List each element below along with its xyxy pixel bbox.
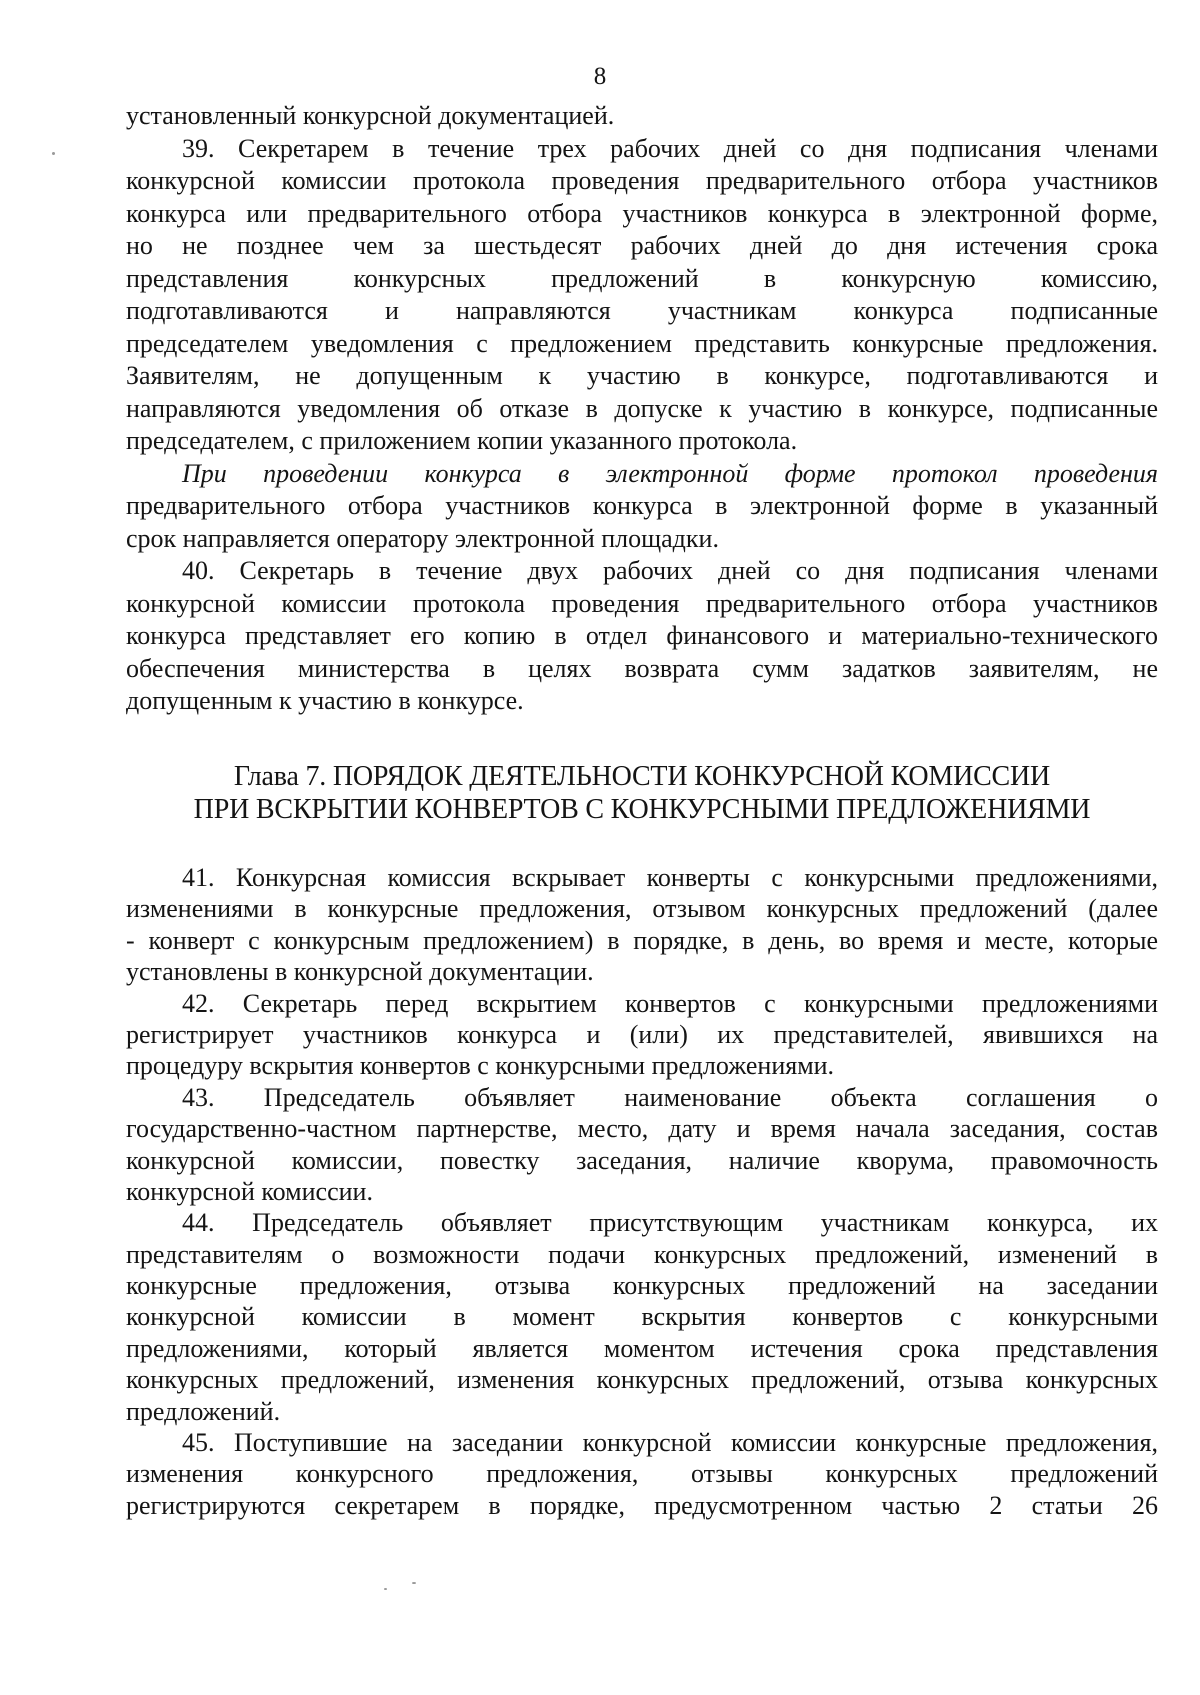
text-line: регистрирует участников конкурса и (или) их представителей, явившихся на bbox=[126, 1019, 1158, 1049]
text-line: председателем, с приложением копии указанного протокола. bbox=[126, 426, 798, 455]
text-line: представления конкурсных предложений в конкурсную комиссию, bbox=[126, 263, 1158, 293]
text-line: 44. Председатель объявляет присутствующим участникам конкурса, их bbox=[182, 1208, 1158, 1238]
text-line: допущенным к участию в конкурсе. bbox=[126, 686, 524, 715]
text-line: срок направляется оператору электронной площадки. bbox=[126, 523, 719, 553]
text-line: конкурсной комиссии, повестку заседания, наличие кворума, правомочность bbox=[126, 1145, 1158, 1175]
text-line: конкурсной комиссии протокола проведения предварительного отбора участников bbox=[126, 588, 1158, 618]
text-line: изменения конкурсного предложения, отзывы конкурсных предложений bbox=[126, 1459, 1158, 1489]
text-line: предложениями, который является моментом истечения срока представления bbox=[126, 1333, 1158, 1363]
text-line: 45. Поступившие на заседании конкурсной комиссии конкурсные предложения, bbox=[182, 1428, 1158, 1458]
text-line: установлены в конкурсной документации. bbox=[126, 957, 594, 987]
text-line: изменениями в конкурсные предложения, отзывом конкурсных предложений (далее bbox=[126, 894, 1158, 924]
text-line: конкурса представляет его копию в отдел финансового и материально-технического bbox=[126, 621, 1158, 650]
text-line: предварительного отбора участников конкурса в электронной форме в указанный bbox=[126, 491, 1158, 520]
page-number: 8 bbox=[593, 63, 607, 90]
text-block-top bbox=[126, 100, 1158, 718]
text-line: 42. Секретарь перед вскрытием конвертов с конкурсными предложениями bbox=[182, 988, 1158, 1018]
text-line: подготавливаются и направляются участникам конкурса подписанные bbox=[126, 296, 1158, 325]
text-line: регистрируются секретарем в порядке, предусмотренном частью 2 статьи 26 bbox=[126, 1490, 1158, 1520]
text-line: 40. Секретарь в течение двух рабочих дней со дня подписания членами bbox=[182, 556, 1158, 585]
text-line: конкурса или предварительного отбора участников конкурса в электронной форме, bbox=[126, 198, 1158, 228]
text-line: председателем уведомления с предложением представить конкурсные предложения. bbox=[126, 328, 1158, 358]
text-line: но не позднее чем за шестьдесят рабочих дней до дня истечения срока bbox=[126, 231, 1158, 260]
text-line: конкурсной комиссии в момент вскрытия конвертов с конкурсными bbox=[126, 1302, 1158, 1332]
chapter-heading bbox=[126, 760, 1158, 826]
scan-speck bbox=[384, 1588, 387, 1590]
text-line: предложений. bbox=[126, 1396, 281, 1426]
text-line: При проведении конкурса в электронной форме протокол проведения bbox=[182, 458, 1158, 488]
scan-speck bbox=[412, 1582, 416, 1584]
text-line: Заявителям, не допущенным к участию в конкурсе, подготавливаются и bbox=[126, 361, 1158, 390]
text-line: установленный конкурсной документацией. bbox=[126, 101, 615, 130]
text-line: - конверт с конкурсным предложением) в порядке, в день, во время и месте, которые bbox=[126, 925, 1158, 955]
text-line: 43. Председатель объявляет наименование объекта соглашения о bbox=[182, 1082, 1158, 1112]
text-line: 39. Секретарем в течение трех рабочих дней со дня подписания членами bbox=[182, 133, 1158, 163]
text-line: процедуру вскрытия конвертов с конкурсными предложениями. bbox=[126, 1051, 835, 1081]
text-line: направляются уведомления об отказе в допуске к участию в конкурсе, подписанные bbox=[126, 393, 1158, 423]
text-line: конкурсных предложений, изменения конкурсных предложений, отзыва конкурсных bbox=[126, 1365, 1158, 1395]
scan-speck bbox=[52, 152, 55, 155]
text-line: обеспечения министерства в целях возврата сумм задатков заявителям, не bbox=[126, 653, 1158, 683]
text-line: конкурсной комиссии. bbox=[126, 1176, 373, 1206]
text-line: государственно-частном партнерстве, место, дату и время начала заседания, состав bbox=[126, 1114, 1158, 1144]
text-line: конкурсной комиссии протокола проведения предварительного отбора участников bbox=[126, 166, 1158, 195]
text-block-bottom bbox=[126, 862, 1158, 1521]
text-line: конкурсные предложения, отзыва конкурсных предложений на заседании bbox=[126, 1271, 1158, 1301]
chapter-heading-line-2: ПРИ ВСКРЫТИИ КОНВЕРТОВ С КОНКУРСНЫМИ ПРЕДЛОЖЕНИЯМИ bbox=[193, 794, 1091, 825]
text-line: 41. Конкурсная комиссия вскрывает конверты с конкурсными предложениями, bbox=[182, 863, 1158, 892]
chapter-heading-line-1: Глава 7. ПОРЯДОК ДЕЯТЕЛЬНОСТИ КОНКУРСНОЙ КОМИССИИ bbox=[233, 761, 1051, 792]
text-line: представителям о возможности подачи конкурсных предложений, изменений в bbox=[126, 1239, 1158, 1269]
